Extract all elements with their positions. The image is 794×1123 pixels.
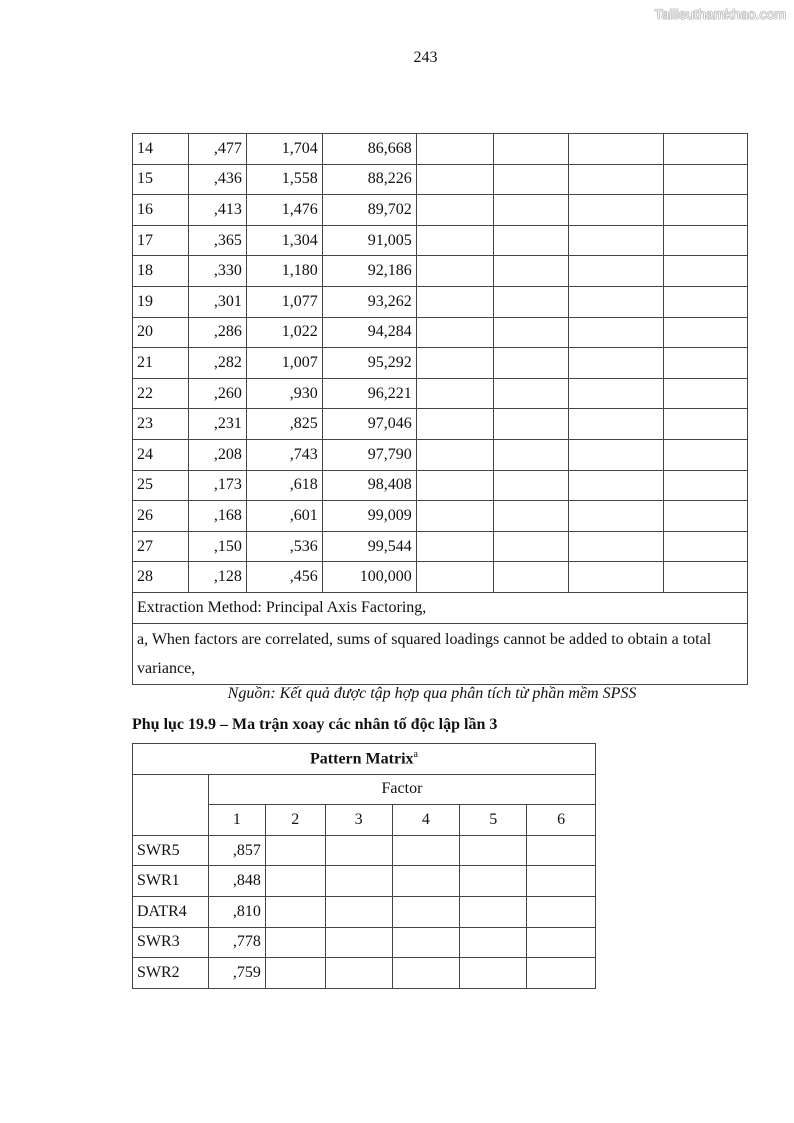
empty-cell bbox=[664, 164, 748, 195]
value-cell: 93,262 bbox=[322, 286, 416, 317]
footnote-a: a, When factors are correlated, sums of squared loadings cannot be added to obtain a total variance, bbox=[133, 623, 748, 684]
variance-row bbox=[133, 409, 748, 440]
page-number: 243 bbox=[413, 49, 438, 66]
variance-row bbox=[133, 195, 748, 226]
factor-index-cell: 26 bbox=[133, 501, 189, 532]
value-cell: ,413 bbox=[188, 195, 246, 226]
empty-cell bbox=[493, 501, 569, 532]
loading-cell bbox=[460, 958, 527, 989]
factor-number-header: 2 bbox=[265, 805, 325, 836]
value-cell: 94,284 bbox=[322, 317, 416, 348]
source-note: Nguồn: Kết quả được tập hợp qua phân tích từ phần mềm SPSS bbox=[227, 685, 637, 702]
value-cell: ,208 bbox=[188, 439, 246, 470]
value-cell: 1,022 bbox=[246, 317, 322, 348]
factor-number-header: 5 bbox=[460, 805, 527, 836]
empty-cell bbox=[664, 348, 748, 379]
empty-cell bbox=[416, 225, 493, 256]
empty-cell bbox=[416, 501, 493, 532]
value-cell: 1,077 bbox=[246, 286, 322, 317]
factor-number-header: 1 bbox=[208, 805, 265, 836]
empty-cell bbox=[664, 286, 748, 317]
variance-row bbox=[133, 531, 748, 562]
value-cell: 89,702 bbox=[322, 195, 416, 226]
empty-cell bbox=[569, 378, 664, 409]
empty-cell bbox=[416, 134, 493, 165]
value-cell: 91,005 bbox=[322, 225, 416, 256]
empty-cell bbox=[493, 348, 569, 379]
loading-cell bbox=[392, 927, 460, 958]
value-cell: ,260 bbox=[188, 378, 246, 409]
variance-row bbox=[133, 286, 748, 317]
loading-cell bbox=[460, 927, 527, 958]
empty-cell bbox=[416, 317, 493, 348]
variance-row bbox=[133, 256, 748, 287]
empty-cell bbox=[493, 256, 569, 287]
empty-cell bbox=[416, 531, 493, 562]
pattern-matrix-title bbox=[133, 744, 596, 775]
empty-cell bbox=[416, 409, 493, 440]
value-cell: 1,007 bbox=[246, 348, 322, 379]
empty-cell bbox=[416, 378, 493, 409]
value-cell: 1,704 bbox=[246, 134, 322, 165]
empty-cell bbox=[664, 134, 748, 165]
pattern-matrix-table bbox=[132, 743, 596, 989]
empty-cell bbox=[664, 378, 748, 409]
variance-row bbox=[133, 501, 748, 532]
loading-cell bbox=[527, 835, 596, 866]
empty-cell bbox=[493, 470, 569, 501]
empty-cell bbox=[493, 286, 569, 317]
loading-cell bbox=[527, 866, 596, 897]
value-cell: ,286 bbox=[188, 317, 246, 348]
factor-index-cell: 16 bbox=[133, 195, 189, 226]
value-cell: ,436 bbox=[188, 164, 246, 195]
loading-cell: ,778 bbox=[208, 927, 265, 958]
value-cell: ,365 bbox=[188, 225, 246, 256]
empty-cell bbox=[416, 439, 493, 470]
empty-cell bbox=[493, 225, 569, 256]
loading-cell bbox=[460, 896, 527, 927]
empty-cell bbox=[664, 439, 748, 470]
factor-index-cell: 17 bbox=[133, 225, 189, 256]
loading-cell bbox=[265, 896, 325, 927]
empty-cell bbox=[569, 286, 664, 317]
variance-row bbox=[133, 470, 748, 501]
loading-cell bbox=[527, 958, 596, 989]
value-cell: ,150 bbox=[188, 531, 246, 562]
empty-cell bbox=[569, 501, 664, 532]
factor-index-cell: 24 bbox=[133, 439, 189, 470]
empty-cell bbox=[493, 439, 569, 470]
value-cell: ,618 bbox=[246, 470, 322, 501]
factor-index-cell: 18 bbox=[133, 256, 189, 287]
empty-cell bbox=[569, 134, 664, 165]
loading-cell: ,857 bbox=[208, 835, 265, 866]
value-cell: 1,180 bbox=[246, 256, 322, 287]
value-cell: 97,046 bbox=[322, 409, 416, 440]
factor-index-cell: 22 bbox=[133, 378, 189, 409]
variable-label: SWR5 bbox=[133, 835, 209, 866]
empty-cell bbox=[569, 195, 664, 226]
value-cell: ,168 bbox=[188, 501, 246, 532]
empty-cell bbox=[493, 195, 569, 226]
variance-row bbox=[133, 317, 748, 348]
value-cell: 1,558 bbox=[246, 164, 322, 195]
loading-cell bbox=[325, 896, 392, 927]
value-cell: ,301 bbox=[188, 286, 246, 317]
loading-cell bbox=[392, 866, 460, 897]
value-cell: 95,292 bbox=[322, 348, 416, 379]
empty-cell bbox=[416, 286, 493, 317]
variance-row bbox=[133, 164, 748, 195]
empty-cell bbox=[664, 562, 748, 593]
factor-index-cell: 19 bbox=[133, 286, 189, 317]
factor-index-cell: 25 bbox=[133, 470, 189, 501]
variable-label: SWR2 bbox=[133, 958, 209, 989]
empty-cell bbox=[569, 164, 664, 195]
value-cell: 99,009 bbox=[322, 501, 416, 532]
empty-cell bbox=[664, 256, 748, 287]
empty-cell bbox=[664, 195, 748, 226]
empty-cell bbox=[569, 439, 664, 470]
value-cell: 99,544 bbox=[322, 531, 416, 562]
loading-cell: ,759 bbox=[208, 958, 265, 989]
value-cell: ,477 bbox=[188, 134, 246, 165]
variance-row bbox=[133, 134, 748, 165]
value-cell: ,601 bbox=[246, 501, 322, 532]
variance-row bbox=[133, 562, 748, 593]
empty-cell bbox=[664, 501, 748, 532]
empty-cell bbox=[569, 409, 664, 440]
value-cell: ,930 bbox=[246, 378, 322, 409]
loading-cell bbox=[392, 835, 460, 866]
factor-label: Factor bbox=[208, 774, 595, 805]
empty-cell bbox=[569, 531, 664, 562]
variance-row bbox=[133, 378, 748, 409]
loading-cell bbox=[325, 927, 392, 958]
variable-label: SWR3 bbox=[133, 927, 209, 958]
value-cell: 88,226 bbox=[322, 164, 416, 195]
factor-index-cell: 23 bbox=[133, 409, 189, 440]
loading-cell bbox=[527, 896, 596, 927]
variance-footnote-method-row bbox=[133, 592, 748, 623]
loading-cell: ,810 bbox=[208, 896, 265, 927]
factor-number-header: 4 bbox=[392, 805, 460, 836]
value-cell: ,825 bbox=[246, 409, 322, 440]
loading-cell bbox=[392, 958, 460, 989]
pattern-row bbox=[133, 896, 596, 927]
empty-cell bbox=[416, 164, 493, 195]
empty-cell bbox=[493, 562, 569, 593]
extraction-method-note: Extraction Method: Principal Axis Factoring, bbox=[133, 592, 748, 623]
factor-index-cell: 20 bbox=[133, 317, 189, 348]
pattern-title-text: Pattern Matrix bbox=[310, 750, 414, 768]
variance-row bbox=[133, 348, 748, 379]
value-cell: 92,186 bbox=[322, 256, 416, 287]
value-cell: 100,000 bbox=[322, 562, 416, 593]
empty-cell bbox=[664, 409, 748, 440]
loading-cell bbox=[265, 958, 325, 989]
value-cell: ,173 bbox=[188, 470, 246, 501]
empty-cell bbox=[664, 531, 748, 562]
loading-cell bbox=[325, 866, 392, 897]
factor-label-row bbox=[133, 774, 596, 805]
value-cell: 97,790 bbox=[322, 439, 416, 470]
value-cell: ,743 bbox=[246, 439, 322, 470]
pattern-row bbox=[133, 866, 596, 897]
value-cell: 96,221 bbox=[322, 378, 416, 409]
loading-cell bbox=[325, 835, 392, 866]
empty-cell bbox=[569, 470, 664, 501]
empty-cell bbox=[493, 134, 569, 165]
empty-cell bbox=[569, 562, 664, 593]
factor-index-cell: 27 bbox=[133, 531, 189, 562]
factor-index-cell: 21 bbox=[133, 348, 189, 379]
loading-cell bbox=[460, 866, 527, 897]
pattern-row bbox=[133, 958, 596, 989]
value-cell: ,282 bbox=[188, 348, 246, 379]
factor-number-header: 6 bbox=[527, 805, 596, 836]
empty-cell bbox=[569, 225, 664, 256]
empty-cell bbox=[416, 562, 493, 593]
variance-footnote-a-row bbox=[133, 623, 748, 684]
loading-cell bbox=[265, 927, 325, 958]
value-cell: ,231 bbox=[188, 409, 246, 440]
empty-cell bbox=[493, 378, 569, 409]
pattern-title-sup: a bbox=[413, 749, 418, 761]
empty-cell bbox=[416, 256, 493, 287]
empty-cell bbox=[493, 531, 569, 562]
empty-header-cell bbox=[133, 774, 209, 835]
loading-cell bbox=[265, 835, 325, 866]
loading-cell bbox=[392, 896, 460, 927]
empty-cell bbox=[493, 409, 569, 440]
variable-label: DATR4 bbox=[133, 896, 209, 927]
value-cell: ,536 bbox=[246, 531, 322, 562]
empty-cell bbox=[569, 317, 664, 348]
watermark: Tailieuthamkhao.com bbox=[654, 6, 786, 22]
value-cell: ,456 bbox=[246, 562, 322, 593]
value-cell: 1,476 bbox=[246, 195, 322, 226]
empty-cell bbox=[664, 225, 748, 256]
variance-row bbox=[133, 439, 748, 470]
empty-cell bbox=[664, 470, 748, 501]
loading-cell bbox=[265, 866, 325, 897]
variance-table bbox=[132, 133, 748, 685]
value-cell: 98,408 bbox=[322, 470, 416, 501]
appendix-title: Phụ lục 19.9 – Ma trận xoay các nhân tố độc lập lần 3 bbox=[132, 716, 498, 733]
pattern-row bbox=[133, 835, 596, 866]
empty-cell bbox=[416, 348, 493, 379]
pattern-title-row bbox=[133, 744, 596, 775]
empty-cell bbox=[416, 195, 493, 226]
loading-cell bbox=[527, 927, 596, 958]
variable-label: SWR1 bbox=[133, 866, 209, 897]
value-cell: ,330 bbox=[188, 256, 246, 287]
value-cell: 1,304 bbox=[246, 225, 322, 256]
empty-cell bbox=[493, 317, 569, 348]
empty-cell bbox=[569, 256, 664, 287]
empty-cell bbox=[664, 317, 748, 348]
empty-cell bbox=[416, 470, 493, 501]
factor-number-header: 3 bbox=[325, 805, 392, 836]
empty-cell bbox=[569, 348, 664, 379]
value-cell: 86,668 bbox=[322, 134, 416, 165]
factor-index-cell: 14 bbox=[133, 134, 189, 165]
value-cell: ,128 bbox=[188, 562, 246, 593]
factor-index-cell: 15 bbox=[133, 164, 189, 195]
factor-index-cell: 28 bbox=[133, 562, 189, 593]
pattern-row bbox=[133, 927, 596, 958]
variance-row bbox=[133, 225, 748, 256]
empty-cell bbox=[493, 164, 569, 195]
loading-cell: ,848 bbox=[208, 866, 265, 897]
loading-cell bbox=[460, 835, 527, 866]
loading-cell bbox=[325, 958, 392, 989]
